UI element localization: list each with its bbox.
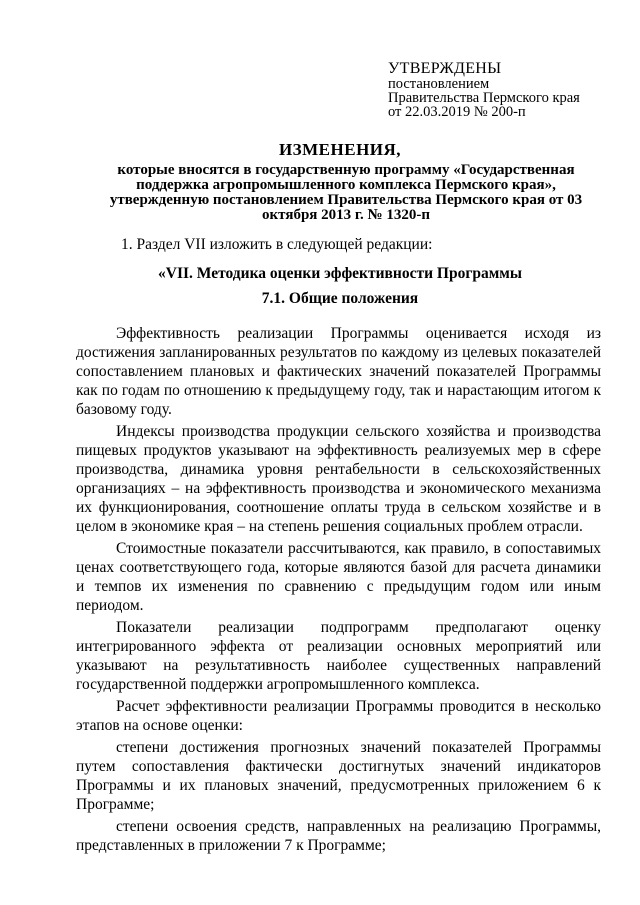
subsection-heading: 7.1. Общие положения (261, 290, 419, 307)
document-body (76, 324, 601, 858)
section-heading: «VII. Методика оценки эффективности Программы (158, 265, 522, 282)
paragraph: степени освоения средств, направленных на реализацию Программы, представленных в приложении 7 к Программе; (76, 818, 601, 854)
document-title: ИЗМЕНЕНИЯ, (278, 140, 402, 159)
paragraph: Стоимостные показатели рассчитываются, как правило, в сопоставимых ценах соответствующего года, которые являются базой для расчета динамики и темпов их изменения по сравнению с предыдущим годом или иным периодом. (76, 540, 601, 614)
approval-line-2: Правительства Пермского края (388, 90, 580, 106)
approval-stamp (388, 60, 628, 119)
paragraph: Расчет эффективности реализации Программы проводится в несколько этапов на основе оценки: (76, 698, 601, 734)
approval-heading: УТВЕРЖДЕНЫ (388, 60, 502, 77)
document-subtitle: которые вносятся в государственную программу «Государственная поддержка агропромышленного комплекса Пермского края», утвержденную постановлением Правительства Пермского края от 03 октября 2013 г. № 1320-п (109, 162, 583, 223)
approval-line-3: от 22.03.2019 № 200-п (388, 104, 526, 120)
paragraph: Индексы производства продукции сельского хозяйства и производства пищевых продуктов указывают на эффективность реализуемых мер в сфере производства, динамика уровня рентабельности в сельскохозяйственных организациях – на эффективность производства и экономического механизма их функционирования, соотношение оплаты труда в сельском хозяйстве и в целом в экономике края – на степень решения социальных проблем отрасли. (76, 423, 601, 535)
approval-line-1: постановлением (388, 76, 490, 92)
paragraph: степени достижения прогнозных значений показателей Программы путем сопоставления фактически достигнутых значений индикаторов Программы и их плановых значений, предусмотренных приложением 6 к Программе; (76, 739, 601, 813)
paragraph: Эффективность реализации Программы оценивается исходя из достижения запланированных результатов по каждому из целевых показателей сопоставлением плановых и фактических значений показателей Программы как по годам по отношению к предыдущему году, так и нарастающим итогом к базовому году. (76, 325, 601, 418)
amendment-intro: 1. Раздел VII изложить в следующей редакции: (121, 236, 433, 253)
paragraph: Показатели реализации подпрограмм предполагают оценку интегрированного эффекта от реализации основных мероприятий или указывают на результативность наиболее существенных направлений государственной поддержки агропромышленного комплекса. (76, 619, 601, 693)
